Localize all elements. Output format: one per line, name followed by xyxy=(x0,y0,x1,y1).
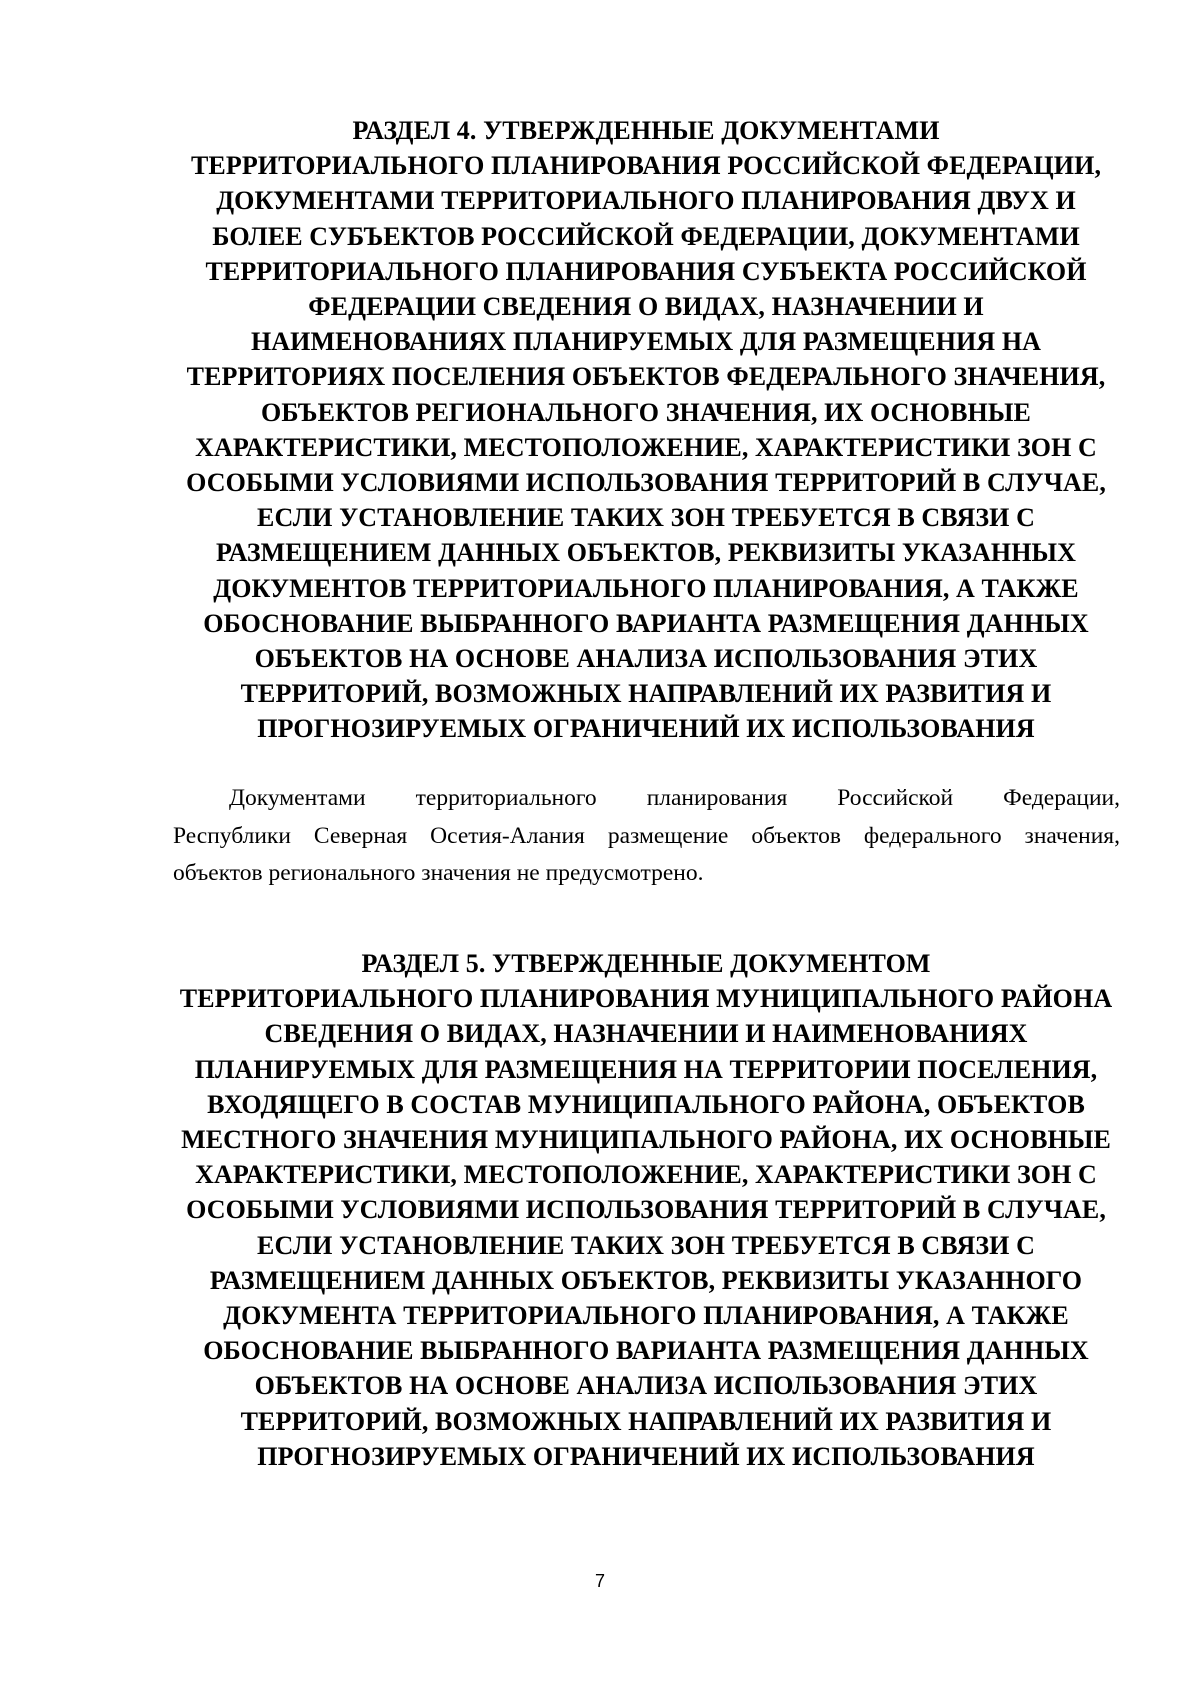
section-4-heading-line: ОБЪЕКТОВ НА ОСНОВЕ АНАЛИЗА ИСПОЛЬЗОВАНИЯ ЭТИХ xyxy=(254,644,1038,674)
section-4-heading-line: ОСОБЫМИ УСЛОВИЯМИ ИСПОЛЬЗОВАНИЯ ТЕРРИТОРИЙ В СЛУЧАЕ, xyxy=(186,468,1106,498)
section-4-heading-line: ТЕРРИТОРИЙ, ВОЗМОЖНЫХ НАПРАВЛЕНИЙ ИХ РАЗВИТИЯ И xyxy=(240,679,1052,709)
section-4-heading-line: ТЕРРИТОРИЯХ ПОСЕЛЕНИЯ ОБЪЕКТОВ ФЕДЕРАЛЬНОГО ЗНАЧЕНИЯ, xyxy=(186,362,1106,392)
section-4-heading-line: ДОКУМЕНТОВ ТЕРРИТОРИАЛЬНОГО ПЛАНИРОВАНИЯ, А ТАКЖЕ xyxy=(213,573,1079,603)
section-4-heading-line: РАЗДЕЛ 4. УТВЕРЖДЕННЫЕ ДОКУМЕНТАМИ xyxy=(352,116,940,145)
section-4-heading-line: ОБЪЕКТОВ РЕГИОНАЛЬНОГО ЗНАЧЕНИЯ, ИХ ОСНОВНЫЕ xyxy=(261,397,1031,427)
section-4-heading-line: ЕСЛИ УСТАНОВЛЕНИЕ ТАКИХ ЗОН ТРЕБУЕТСЯ В СВЯЗИ С xyxy=(257,503,1035,533)
section-5-heading-line: ОСОБЫМИ УСЛОВИЯМИ ИСПОЛЬЗОВАНИЯ ТЕРРИТОРИЙ В СЛУЧАЕ, xyxy=(186,1195,1106,1225)
section-4-heading-line: ТЕРРИТОРИАЛЬНОГО ПЛАНИРОВАНИЯ СУБЪЕКТА РОССИЙСКОЙ xyxy=(205,256,1087,286)
section-5-heading-line: ОБОСНОВАНИЕ ВЫБРАННОГО ВАРИАНТА РАЗМЕЩЕНИЯ ДАННЫХ xyxy=(203,1336,1089,1366)
section-5-heading-line: ЕСЛИ УСТАНОВЛЕНИЕ ТАКИХ ЗОН ТРЕБУЕТСЯ В СВЯЗИ С xyxy=(257,1230,1035,1260)
section-5-heading-line: ОБЪЕКТОВ НА ОСНОВЕ АНАЛИЗА ИСПОЛЬЗОВАНИЯ ЭТИХ xyxy=(254,1371,1038,1401)
section-5-heading-line: ПРОГНОЗИРУЕМЫХ ОГРАНИЧЕНИЙ ИХ ИСПОЛЬЗОВАНИЯ xyxy=(257,1441,1035,1471)
paragraph-line: объектов регионального значения не предусмотрено. xyxy=(173,860,704,886)
section-4-heading-line: ТЕРРИТОРИАЛЬНОГО ПЛАНИРОВАНИЯ РОССИЙСКОЙ ФЕДЕРАЦИИ, xyxy=(190,151,1102,181)
section-5-heading-line: РАЗДЕЛ 5. УТВЕРЖДЕННЫЕ ДОКУМЕНТОМ xyxy=(361,949,931,978)
section-5-heading xyxy=(170,946,1122,1474)
paragraph-line: Республики Северная Осетия-Алания размещение объектов федерального значения, xyxy=(173,822,1120,849)
section-5-heading-line: ПЛАНИРУЕМЫХ ДЛЯ РАЗМЕЩЕНИЯ НА ТЕРРИТОРИИ ПОСЕЛЕНИЯ, xyxy=(194,1054,1098,1084)
section-5-heading-line: ВХОДЯЩЕГО В СОСТАВ МУНИЦИПАЛЬНОГО РАЙОНА, ОБЪЕКТОВ xyxy=(207,1089,1085,1119)
section-5-heading-line: СВЕДЕНИЯ О ВИДАХ, НАЗНАЧЕНИИ И НАИМЕНОВАНИЯХ xyxy=(264,1019,1028,1049)
section-4-heading-line: РАЗМЕЩЕНИЕМ ДАННЫХ ОБЪЕКТОВ, РЕКВИЗИТЫ УКАЗАННЫХ xyxy=(215,538,1077,568)
section-4-paragraph xyxy=(173,780,1120,893)
section-4-heading-line: БОЛЕЕ СУБЪЕКТОВ РОССИЙСКОЙ ФЕДЕРАЦИИ, ДОКУМЕНТАМИ xyxy=(212,221,1080,251)
paragraph-line: Документами территориального планирования Российской Федерации, xyxy=(229,785,1120,811)
section-4-heading-line: ОБОСНОВАНИЕ ВЫБРАННОГО ВАРИАНТА РАЗМЕЩЕНИЯ ДАННЫХ xyxy=(203,608,1089,638)
section-5-heading-line: РАЗМЕЩЕНИЕМ ДАННЫХ ОБЪЕКТОВ, РЕКВИЗИТЫ УКАЗАННОГО xyxy=(209,1265,1083,1295)
section-5-heading-line: ДОКУМЕНТА ТЕРРИТОРИАЛЬНОГО ПЛАНИРОВАНИЯ, А ТАКЖЕ xyxy=(223,1301,1069,1331)
section-4-heading-line: ФЕДЕРАЦИИ СВЕДЕНИЯ О ВИДАХ, НАЗНАЧЕНИИ И xyxy=(308,292,984,322)
page-number: 7 xyxy=(594,1571,605,1591)
section-4-heading-line: ПРОГНОЗИРУЕМЫХ ОГРАНИЧЕНИЙ ИХ ИСПОЛЬЗОВАНИЯ xyxy=(257,714,1035,744)
section-5-heading-line: ХАРАКТЕРИСТИКИ, МЕСТОПОЛОЖЕНИЕ, ХАРАКТЕРИСТИКИ ЗОН С xyxy=(195,1160,1097,1190)
section-4-heading xyxy=(170,113,1122,747)
section-4-heading-line: НАИМЕНОВАНИЯХ ПЛАНИРУЕМЫХ ДЛЯ РАЗМЕЩЕНИЯ НА xyxy=(250,327,1042,357)
section-5-heading-line: ТЕРРИТОРИЙ, ВОЗМОЖНЫХ НАПРАВЛЕНИЙ ИХ РАЗВИТИЯ И xyxy=(240,1406,1052,1436)
section-5-heading-line: МЕСТНОГО ЗНАЧЕНИЯ МУНИЦИПАЛЬНОГО РАЙОНА, ИХ ОСНОВНЫЕ xyxy=(181,1125,1111,1155)
section-5-heading-line: ТЕРРИТОРИАЛЬНОГО ПЛАНИРОВАНИЯ МУНИЦИПАЛЬНОГО РАЙОНА xyxy=(179,984,1113,1014)
section-4-heading-line: ДОКУМЕНТАМИ ТЕРРИТОРИАЛЬНОГО ПЛАНИРОВАНИЯ ДВУХ И xyxy=(216,186,1076,216)
section-4-heading-line: ХАРАКТЕРИСТИКИ, МЕСТОПОЛОЖЕНИЕ, ХАРАКТЕРИСТИКИ ЗОН С xyxy=(195,432,1097,462)
